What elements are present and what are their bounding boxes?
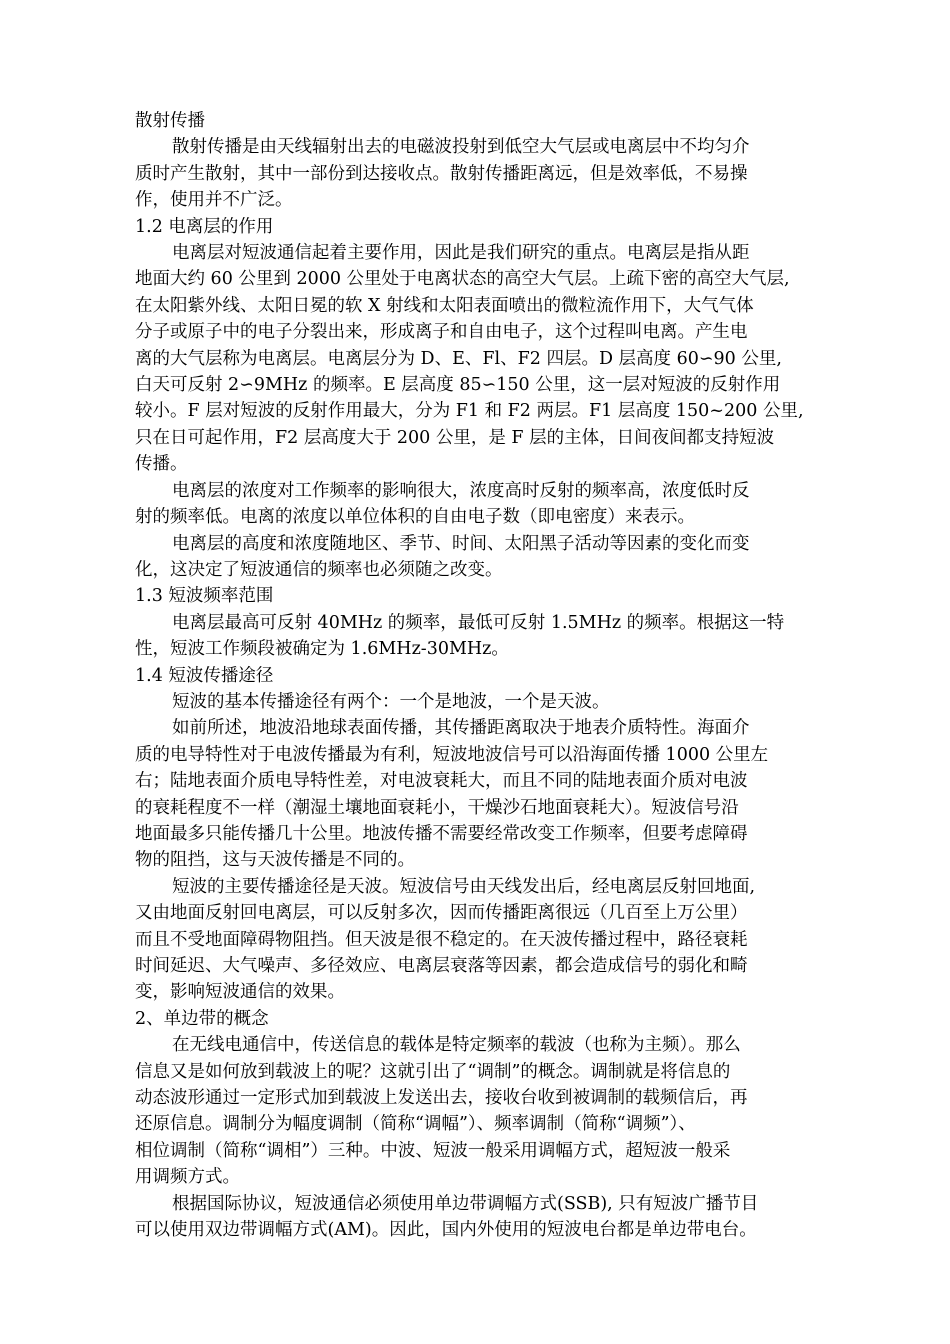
- paragraph-line: 分子或原子中的电子分裂出来，形成离子和自由电子，这个过程叫电离。产生电: [135, 322, 748, 343]
- paragraph: [135, 531, 823, 584]
- paragraph-line: 性，短波工作频段被确定为 1.6MHz-30MHz。: [135, 639, 509, 660]
- paragraph: [135, 134, 823, 213]
- paragraph-line: 可以使用双边带调幅方式(AM)。因此，国内外使用的短波电台都是单边带电台。: [135, 1220, 757, 1241]
- paragraph-line: 短波的主要传播途径是天波。短波信号由天线发出后，经电离层反射回地面,: [172, 876, 756, 897]
- paragraph-line: 作，使用并不广泛。: [135, 190, 293, 211]
- section-heading: [135, 583, 823, 609]
- section-heading: [135, 108, 823, 134]
- paragraph: [135, 1191, 823, 1244]
- paragraph-line: 电离层对短波通信起着主要作用，因此是我们研究的重点。电离层是指从距: [172, 243, 750, 264]
- paragraph-line: 用调频方式。: [135, 1167, 240, 1188]
- paragraph-line: 较小。F 层对短波的反射作用最大，分为 F1 和 F2 两层。F1 层高度 150~200 公里,: [135, 401, 804, 422]
- paragraph-line: 的衰耗程度不一样（潮湿土壤地面衰耗小，干燥沙石地面衰耗大）。短波信号沿: [135, 797, 739, 818]
- paragraph-line: 质的电导特性对于电波传播最为有利，短波地波信号可以沿海面传播 1000 公里左: [135, 744, 769, 765]
- paragraph: [135, 874, 823, 1006]
- paragraph-line: 右；陆地表面介质电导特性差，对电波衰耗大，而且不同的陆地表面介质对电波: [135, 771, 748, 792]
- paragraph-line: 又由地面反射回电离层，可以反射多次，因而传播距离很远（几百至上万公里）: [135, 903, 748, 924]
- paragraph: [135, 610, 823, 663]
- paragraph-line: 地面大约 60 公里到 2000 公里处于电离状态的高空大气层。上疏下密的高空大气层,: [135, 269, 790, 290]
- paragraph-line: 而且不受地面障碍物阻挡。但天波是很不稳定的。在天波传播过程中，路径衰耗: [135, 929, 748, 950]
- paragraph-line: 短波的基本传播途径有两个：一个是地波，一个是天波。: [172, 691, 610, 712]
- paragraph-line: 质时产生散射，其中一部份到达接收点。散射传播距离远，但是效率低，不易操: [135, 163, 748, 184]
- paragraph-line: 在太阳紫外线、太阳日冕的软 X 射线和太阳表面喷出的微粒流作用下，大气气体: [135, 295, 754, 316]
- paragraph-line: 电离层的浓度对工作频率的影响很大，浓度高时反射的频率高，浓度低时反: [172, 480, 750, 501]
- paragraph-line: 还原信息。调制分为幅度调制（简称“调幅”）、频率调制（简称“调频”）、: [135, 1114, 696, 1135]
- paragraph-line: 离的大气层称为电离层。电离层分为 D、E、Fl、F2 四层。D 层高度 60∽90 公里,: [135, 348, 782, 369]
- paragraph-line: 白天可反射 2∽9MHz 的频率。E 层高度 85∽150 公里，这一层对短波的反射作用: [135, 375, 781, 396]
- section-heading: [135, 663, 823, 689]
- paragraph: [135, 240, 823, 478]
- paragraph-line: 变，影响短波通信的效果。: [135, 982, 345, 1003]
- heading-text: 1.4 短波传播途径: [135, 665, 274, 686]
- section-heading: [135, 1006, 823, 1032]
- heading-text: 1.2 电离层的作用: [135, 216, 274, 237]
- paragraph-line: 只在日可起作用，F2 层高度大于 200 公里，是 F 层的主体，日间夜间都支持短波: [135, 427, 775, 448]
- heading-text: 1.3 短波频率范围: [135, 586, 274, 607]
- paragraph: [135, 715, 823, 873]
- paragraph-line: 根据国际协议，短波通信必须使用单边带调幅方式(SSB), 只有短波广播节目: [172, 1193, 759, 1214]
- paragraph: [135, 478, 823, 531]
- paragraph: [135, 689, 823, 715]
- paragraph-line: 传播。: [135, 454, 188, 475]
- document-body: [135, 108, 823, 1243]
- paragraph-line: 射的频率低。电离的浓度以单位体积的自由电子数（即电密度）来表示。: [135, 507, 695, 528]
- heading-text: 散射传播: [135, 111, 205, 131]
- paragraph-line: 相位调制（简称“调相”）三种。中波、短波一般采用调幅方式，超短波一般采: [135, 1140, 731, 1161]
- heading-text: 2、单边带的概念: [135, 1008, 269, 1029]
- paragraph-line: 化，这决定了短波通信的频率也必须随之改变。: [135, 559, 503, 580]
- paragraph-line: 散射传播是由天线辐射出去的电磁波投射到低空大气层或电离层中不均匀介: [172, 137, 750, 158]
- paragraph-line: 电离层的高度和浓度随地区、季节、时间、太阳黑子活动等因素的变化而变: [172, 533, 750, 554]
- paragraph-line: 在无线电通信中，传送信息的载体是特定频率的载波（也称为主频）。那么: [172, 1035, 741, 1056]
- paragraph-line: 如前所述，地波沿地球表面传播，其传播距离取决于地表介质特性。海面介: [172, 718, 750, 739]
- paragraph-line: 动态波形通过一定形式加到载波上发送出去，接收台收到被调制的载频信后，再: [135, 1088, 748, 1109]
- paragraph-line: 电离层最高可反射 40MHz 的频率，最低可反射 1.5MHz 的频率。根据这一特: [172, 612, 785, 633]
- paragraph-line: 信息又是如何放到载波上的呢？这就引出了“调制”的概念。调制就是将信息的: [135, 1061, 731, 1082]
- paragraph-line: 地面最多只能传播几十公里。地波传播不需要经常改变工作频率，但要考虑障碍: [135, 823, 748, 844]
- paragraph-line: 物的阻挡，这与天波传播是不同的。: [135, 850, 415, 871]
- paragraph-line: 时间延迟、大气噪声、多径效应、电离层衰落等因素，都会造成信号的弱化和畸: [135, 956, 748, 976]
- section-heading: [135, 214, 823, 240]
- paragraph: [135, 1032, 823, 1190]
